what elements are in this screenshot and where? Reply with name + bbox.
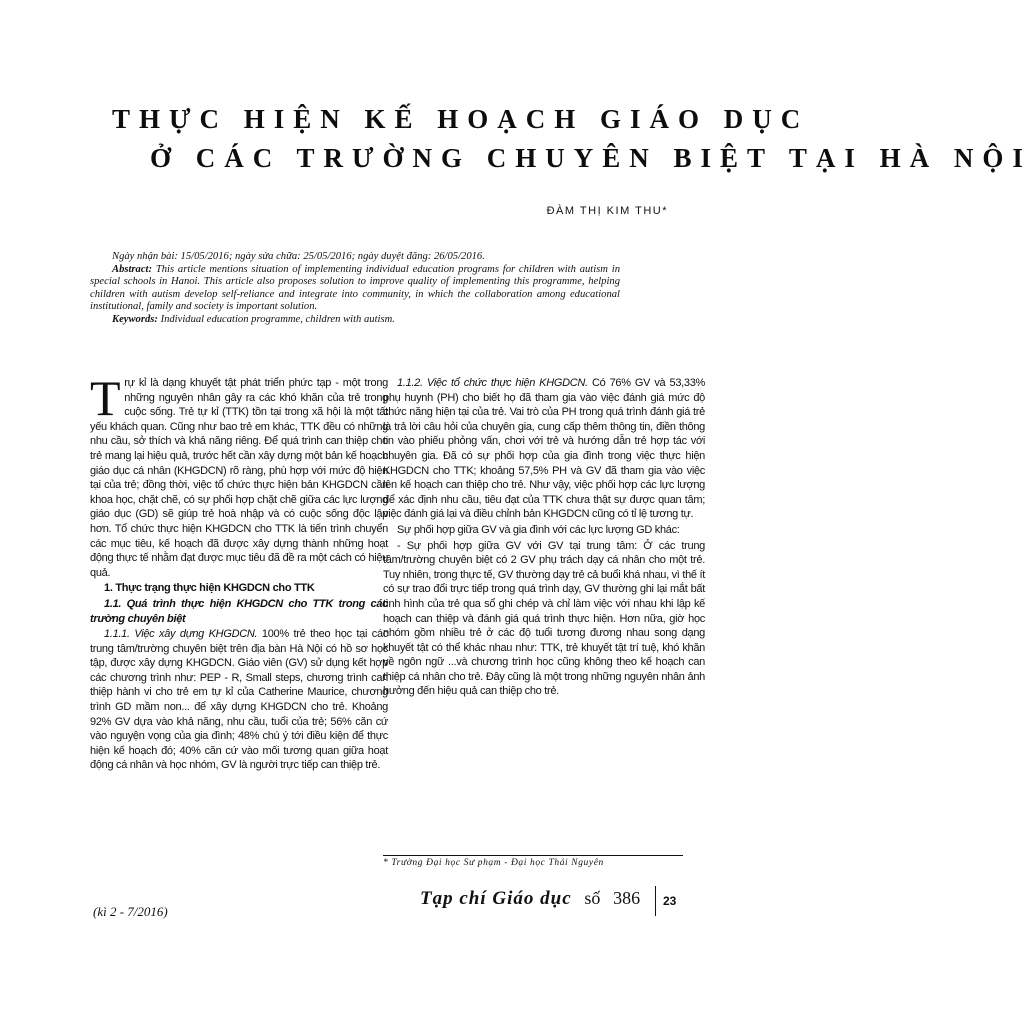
issue-number: 386 (613, 888, 641, 908)
paragraph-1-1-1-text: 100% trẻ theo học tại các trung tâm/trường chuyên biệt trên địa bàn Hà Nội có hồ sơ học tập, được xây dựng KHGDCN. Giáo viên (GV) sử dụng kết hợp các chương trình như: PEP - R, Small steps, chương trình can thiệp hành vi cho trẻ em tự kỉ của Catherine Maurice, chương trình GD mầm non... để xây dựng KHGDCN cho trẻ. Khoảng 92% GV dựa vào khả năng, nhu cầu, tuổi của trẻ; 56% căn cứ vào nguyện vọng của gia đình; 48% chú ý tới điều kiện để thực hiện kế hoạch đó; 40% căn cứ vào mối tương quan giữa hoạt động cá nhân và học nhóm, GV là người trực tiếp can thiệp trẻ. (90, 628, 388, 772)
journal-footer (420, 888, 640, 910)
abstract-block (90, 251, 620, 327)
subsection-heading-1-1: 1.1. Quá trình thực hiện KHGDCN cho TTK trong các trường chuyên biệt (90, 597, 388, 625)
footnote-divider (383, 855, 683, 856)
paragraph-teacher-cooperation: - Sự phối hợp giữa GV với GV tại trung tâm: Ở các trung tâm/trường chuyên biệt có 2 GV phụ trách dạy cá nhân cho một trẻ. Tuy nhiên, trong thực tế, GV thường dạy trẻ cả buổi khá nhau, vì thế ít có sự trao đổi trực tiếp trong quá trình dạy, GV thường ghi lại mắt bất tình hình của trẻ qua sổ ghi chép và chỉ làm việc với nhau khi lập kế hoạch can thiệp và đánh giá quá trình thực hiện. Hơn nữa, giờ học nhóm gồm nhiều trẻ ở các độ tuổi tương đương nhau song dạng khuyết tật có thể khác nhau như: TTK, trẻ khuyết tật trí tuệ, khó khăn về ngôn ngữ ...và chương trình học cũng không theo kế hoạch can thiệp cá nhân cho trẻ. Đây cũng là một trong những nguyên nhân ảnh hưởng đến hiệu quả can thiệp cho trẻ. (383, 539, 705, 698)
issue-label: (kì 2 - 7/2016) (93, 904, 168, 919)
author-name: ĐÀM THỊ KIM THU* (546, 205, 668, 217)
received-dates: Ngày nhận bài: 15/05/2016; ngày sửa chữa: 25/05/2016; ngày duyệt đăng: 26/05/2016. (112, 251, 485, 262)
drop-cap: T (90, 370, 121, 426)
subsubsection-heading-1-1-2: 1.1.2. Việc tổ chức thực hiện KHGDCN. (397, 377, 588, 389)
abstract-paragraph (90, 264, 620, 314)
paragraph-1-1-2 (383, 376, 705, 522)
keywords-label: Keywords: (112, 313, 158, 325)
keywords-text: Individual education programme, children with autism. (160, 313, 395, 325)
keywords-paragraph (90, 314, 620, 327)
intro-text: rự kỉ là dạng khuyết tật phát triển phức tạp - một trong những nguyên nhân gây ra các khó khăn của trẻ trong cuộc sống. Trẻ tự kỉ (TTK) tồn tại trong xã hội là một tất yếu khách quan. Cũng như bao trẻ em khác, TTK đều có những nhu cầu, sở thích và khả năng riêng. Để quá trình can thiệp cho trẻ mang lại hiệu quả, trước hết cần xây dựng một bản kế hoạch giáo dục cá nhân (KHGDCN) rõ ràng, phù hợp với mức độ hiện tại của trẻ; đồng thời, việc tổ chức thực hiện bản KHGDCN cần khoa học, chặt chẽ, có sự phối hợp chặt chẽ giữa các lực lượng giáo dục (GD) sẽ giúp trẻ hoà nhập và có cuộc sống độc lập hơn. Tổ chức thực hiện KHGDCN cho TTK là tiến trình chuyển các mục tiêu, kế hoạch đã được xây dựng thành những hoạt động thực tế nhằm đạt được mục tiêu đã đề ra một cách có hiệu quả. (90, 377, 388, 579)
abstract-label: Abstract: (112, 263, 153, 275)
body-column-left (90, 370, 388, 774)
paragraph-cooperation-intro: Sự phối hợp giữa GV và gia đình với các lực lượng GD khác: (397, 523, 680, 536)
section-heading-1: 1. Thực trạng thực hiện KHGDCN cho TTK (104, 582, 315, 595)
body-column-right (383, 376, 705, 700)
intro-paragraph (90, 370, 388, 580)
journal-name: Tạp chí Giáo dục (420, 888, 572, 909)
footer-divider (655, 886, 656, 916)
subsubsection-heading-1-1-1: 1.1.1. Việc xây dựng KHGDCN. (104, 628, 258, 641)
issue-number-label: số (584, 888, 601, 908)
paragraph-1-1-2-text: Có 76% GV và 53,33% phụ huynh (PH) cho biết họ đã tham gia vào việc đánh giá mức độ chức năng hiện tại của trẻ. Vai trò của PH trong quá trình đánh giá trẻ là trả lời câu hỏi của chuyên gia, cung cấp thêm thông tin, điền thông tin vào phiếu phỏng vấn, chơi với trẻ và hướng dẫn trẻ hợp tác với chuyên gia. Đã có sự phối hợp của gia đình trong việc thực hiện KHGDCN cho TTK; khoảng 57,5% PH và GV đã tham gia vào việc lên kế hoạch can thiệp cho trẻ. Như vậy, việc phối hợp các lực lượng để xác định nhu cầu, tiêu đạt của TTK chưa thật sự được quan tâm; việc đánh giá lại và điều chỉnh bản KHGDCN cũng có tỉ lệ tương tự. (383, 377, 706, 521)
paragraph-1-1-1 (90, 627, 388, 773)
page-number: 23 (663, 894, 677, 908)
abstract-text: This article mentions situation of implementing individual education programs for children with autism in special schools in Hanoi. This article also proposes solution to improve quality of implementing this programme, helping children with autism develop self-reliance and integrate into community, in which the collaboration among educational institutional, family and society is important solution. (90, 263, 620, 313)
author-affiliation-footnote: * Trường Đại học Sư phạm - Đại học Thái Nguyên (383, 858, 604, 868)
article-title-line-1: THỰC HIỆN KẾ HOẠCH GIÁO DỤC (112, 104, 810, 134)
article-title-line-2: Ở CÁC TRƯỜNG CHUYÊN BIỆT TẠI HÀ NỘI (150, 143, 1032, 173)
